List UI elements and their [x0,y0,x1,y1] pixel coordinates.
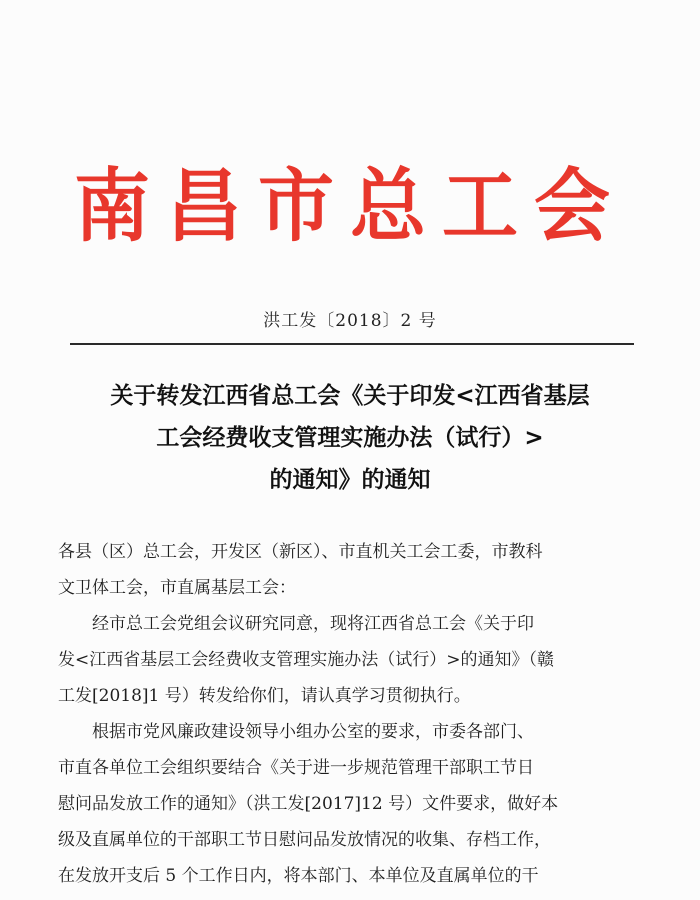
paragraph-line: 级及直属单位的干部职工节日慰问品发放情况的收集、存档工作， [58,830,551,850]
document-body [58,534,648,894]
header-divider [70,343,634,345]
paragraph-line: 发<江西省基层工会经费收支管理实施办法（试行）>的通知》（赣 [58,650,554,670]
paragraph-line: 慰问品发放工作的通知》（洪工发[2017]12 号）文件要求，做好本 [58,794,559,814]
paragraph-line: 经市总工会党组会议研究同意，现将江西省总工会《关于印 [92,614,534,634]
heading-line: 工会经费收支管理实施办法（试行）> [156,425,544,451]
paragraph-line: 工发[2018]1 号）转发给你们，请认真学习贯彻执行。 [58,686,471,706]
heading-line: 的通知》的通知 [269,467,431,493]
paragraph-1 [58,606,648,714]
recipients-line: 各县（区）总工会，开发区（新区）、市直机关工会工委，市教科 [58,542,543,562]
organization-header: 南昌市总工会 [74,158,626,253]
paragraph-line: 在发放开支后 5 个工作日内，将本部门、本单位及直属单位的干 [58,866,539,886]
document-heading [60,375,640,501]
recipients [58,534,648,606]
recipients-line: 文卫体工会，市直属基层工会： [58,578,296,598]
paragraph-line: 根据市党风廉政建设领导小组办公室的要求，市委各部门、 [92,722,534,742]
document-number: 洪工发〔2018〕2 号 [263,311,437,331]
heading-line: 关于转发江西省总工会《关于印发<江西省基层 [110,383,590,409]
paragraph-2 [58,714,648,894]
paragraph-line: 市直各单位工会组织要结合《关于进一步规范管理干部职工节日 [58,758,534,778]
